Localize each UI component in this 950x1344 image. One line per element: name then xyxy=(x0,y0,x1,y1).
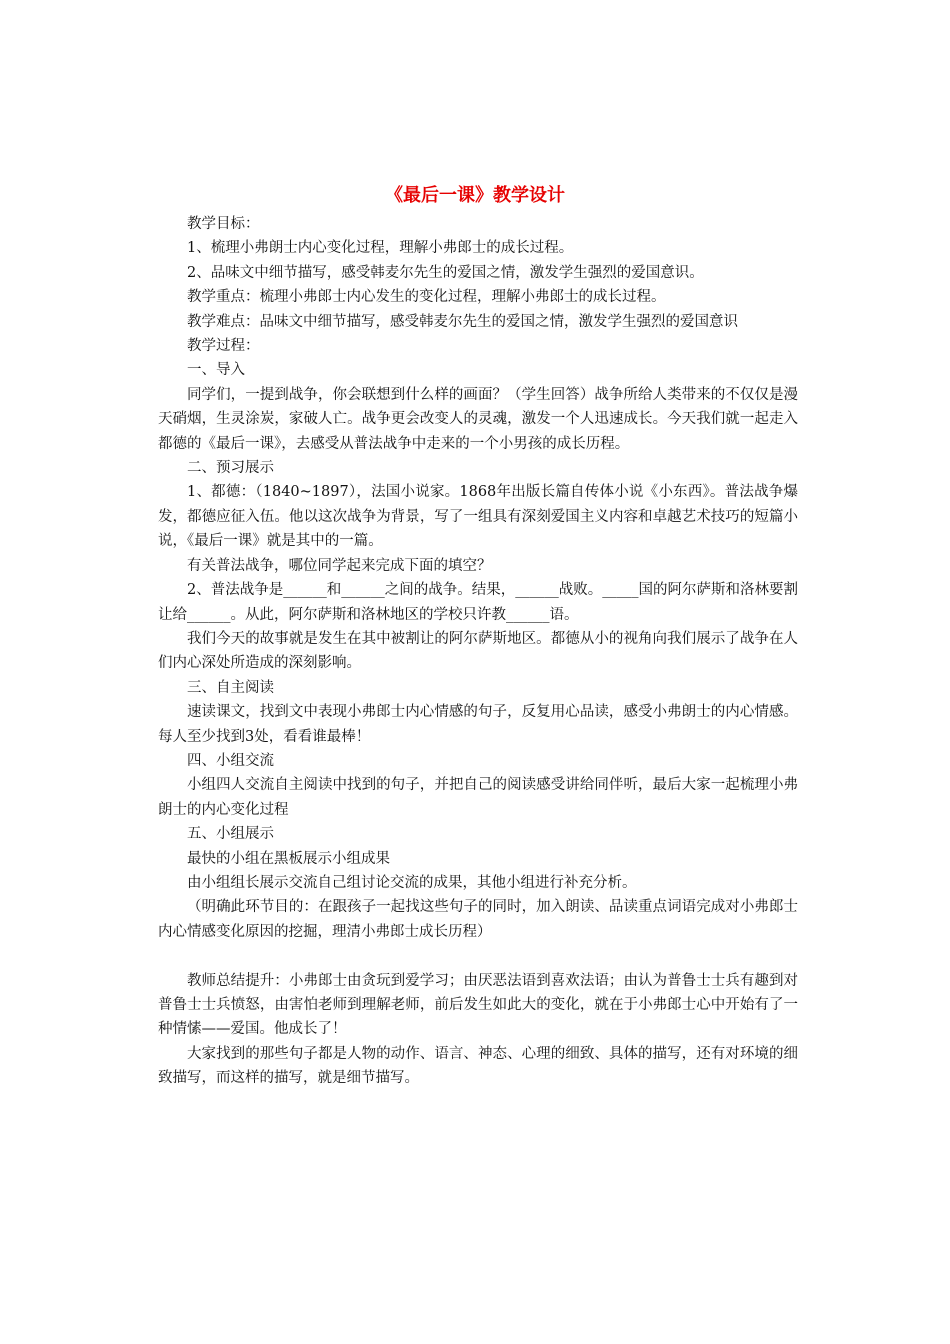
paragraph: 由小组组长展示交流自己组讨论交流的成果，其他小组进行补充分析。 xyxy=(187,874,637,891)
paragraph: 五、小组展示 xyxy=(187,826,274,843)
paragraph: （明确此环节目的：在跟孩子一起找这些句子的同时，加入朗读、品读重点词语完成对小弗郎士内心情感变化原因的挖掘，理清小弗郎士成长历程） xyxy=(158,899,798,940)
paragraph: 同学们，一提到战争，你会联想到什么样的画面？（学生回答）战争所给人类带来的不仅仅是漫天硝烟，生灵涂炭，家破人亡。战争更会改变人的灵魂，激发一个人迅速成长。今天我们就一起走入都德的《最后一课》，去感受从普法战争中走来的一个小男孩的成长历程。 xyxy=(158,386,798,452)
paragraph-gap xyxy=(158,944,798,968)
paragraph: 教学过程： xyxy=(187,338,260,355)
document-title: 《最后一课》教学设计 xyxy=(385,185,565,206)
paragraph: 三、自主阅读 xyxy=(187,679,274,696)
paragraph: 1、梳理小弗朗士内心变化过程，理解小弗郎士的成长过程。 xyxy=(187,240,574,257)
paragraph: 大家找到的那些句子都是人物的动作、语言、神态、心理的细致、具体的描写，还有对环境的细致描写，而这样的描写，就是细节描写。 xyxy=(158,1045,798,1087)
paragraph: 最快的小组在黑板展示小组成果 xyxy=(187,850,390,867)
paragraph: 2、普法战争是______和______之间的战争。结果，______战败。_____国的阿尔萨斯和洛林要割让给______。从此，阿尔萨斯和洛林地区的学校只许教______语。 xyxy=(158,582,798,623)
paragraph: 教学重点：梳理小弗郎士内心发生的变化过程，理解小弗郎士的成长过程。 xyxy=(187,289,666,306)
paragraph: 教学难点：品味文中细节描写，感受韩麦尔先生的爱国之情，激发学生强烈的爱国意识 xyxy=(187,313,738,330)
paragraph: 小组四人交流自主阅读中找到的句子，并把自己的阅读感受讲给同伴听，最后大家一起梳理小弗朗士的内心变化过程 xyxy=(158,777,798,818)
paragraph: 速读课文，找到文中表现小弗郎士内心情感的句子，反复用心品读，感受小弗朗士的内心情感。每人至少找到3处，看看谁最棒！ xyxy=(158,704,798,745)
paragraph: 一、导入 xyxy=(187,362,245,379)
paragraph: 2、品味文中细节描写，感受韩麦尔先生的爱国之情，激发学生强烈的爱国意识。 xyxy=(187,264,704,281)
paragraph: 有关普法战争，哪位同学起来完成下面的填空？ xyxy=(187,557,492,574)
document-body xyxy=(158,212,798,1091)
paragraph: 教师总结提升：小弗郎士由贪玩到爱学习；由厌恶法语到喜欢法语；由认为普鲁士士兵有趣到对普鲁士士兵愤怒，由害怕老师到理解老师，前后发生如此大的变化，就在于小弗郎士心中开始有了一种情愫——爱国。他成长了！ xyxy=(158,972,798,1038)
paragraph: 四、小组交流 xyxy=(187,752,274,769)
paragraph: 教学目标： xyxy=(187,216,260,232)
paragraph: 我们今天的故事就是发生在其中被割让的阿尔萨斯地区。都德从小的视角向我们展示了战争在人们内心深处所造成的深刻影响。 xyxy=(158,630,798,672)
paragraph: 二、预习展示 xyxy=(187,460,274,477)
paragraph: 1、都德：（1840~1897），法国小说家。1868年出版长篇自传体小说《小东西》。普法战争爆发，都德应征入伍。他以这次战争为背景，写了一组具有深刻爱国主义内容和卓越艺术技巧的短篇小说，《最后一课》就是其中的一篇。 xyxy=(158,484,798,550)
